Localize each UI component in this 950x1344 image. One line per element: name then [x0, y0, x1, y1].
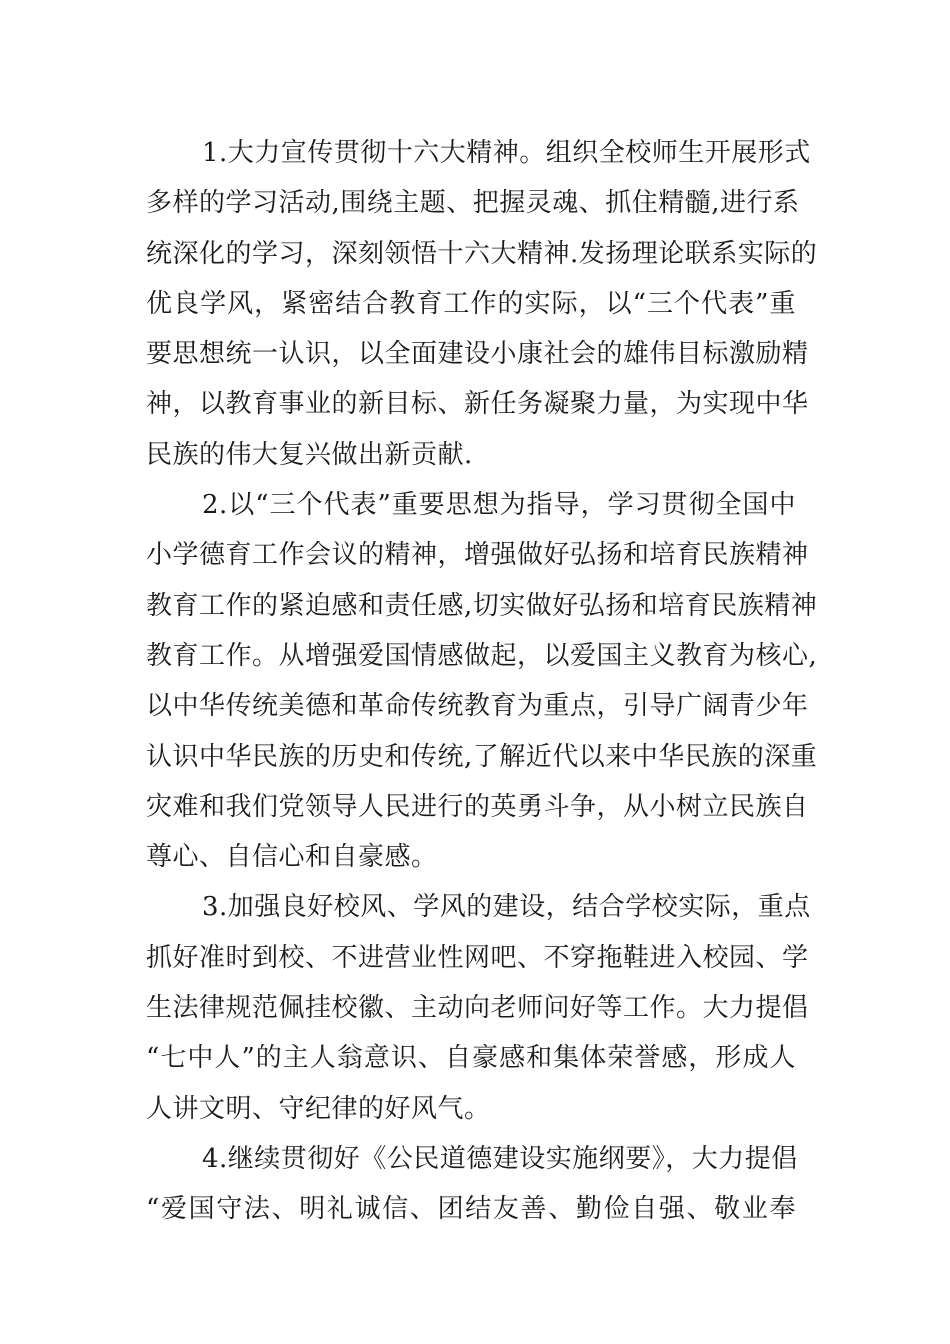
paragraph-3	[146, 882, 811, 1133]
paragraph-1	[146, 128, 818, 480]
paragraph-line: 民族的伟大复兴做出新贡献.	[146, 439, 473, 470]
paragraph-line: 小学德育工作会议的精神，增强做好弘扬和培育民族精神	[146, 540, 809, 571]
paragraph-line: 神，以教育事业的新目标、新任务凝聚力量，为实现中华	[146, 389, 809, 420]
paragraph-line: 优良学风，紧密结合教育工作的实际，以“三个代表”重	[146, 288, 796, 319]
document-body	[146, 128, 818, 1235]
paragraph-line: 1.大力宣传贯彻十六大精神。组织全校师生开展形式	[202, 138, 811, 168]
paragraph-line: 多样的学习活动,围绕主题、把握灵魂、抓住精髓,进行系	[146, 188, 800, 219]
paragraph-line: 抓好准时到校、不进营业性网吧、不穿拖鞋进入校园、学	[146, 942, 809, 973]
paragraph-line: 人讲文明、守纪律的好风气。	[146, 1093, 491, 1124]
paragraph-line: 尊心、自信心和自豪感。	[146, 842, 438, 873]
paragraph-line: 4.继续贯彻好《公民道德建设实施纲要》，大力提倡	[202, 1143, 798, 1174]
paragraph-line: 以中华传统美德和革命传统教育为重点，引导广阔青少年	[146, 691, 809, 722]
paragraph-line: 要思想统一认识，以全面建设小康社会的雄伟目标激励精	[146, 339, 809, 370]
paragraph-line: “七中人”的主人翁意识、自豪感和集体荣誉感，形成人	[146, 1043, 796, 1074]
paragraph-line: 3.加强良好校风、学风的建设，结合学校实际，重点	[202, 892, 811, 923]
paragraph-2	[146, 480, 818, 882]
paragraph-line: 灾难和我们党领导人民进行的英勇斗争，从小树立民族自	[146, 791, 809, 822]
paragraph-line: 2.以“三个代表”重要思想为指导，学习贯彻全国中	[202, 490, 796, 521]
paragraph-line: 统深化的学习，深刻领悟十六大精神.发扬理论联系实际的	[146, 238, 818, 269]
paragraph-line: 生法律规范佩挂校徽、主动向老师问好等工作。大力提倡	[146, 993, 809, 1024]
paragraph-line: 教育工作。从增强爱国情感做起，以爱国主义教育为核心,	[146, 640, 818, 671]
paragraph-line: 认识中华民族的历史和传统,了解近代以来中华民族的深重	[146, 741, 818, 772]
paragraph-line: 教育工作的紧迫感和责任感,切实做好弘扬和培育民族精神	[146, 590, 818, 621]
paragraph-4	[146, 1134, 796, 1235]
paragraph-line: “爱国守法、明礼诚信、团结友善、勤俭自强、敬业奉	[146, 1194, 796, 1225]
